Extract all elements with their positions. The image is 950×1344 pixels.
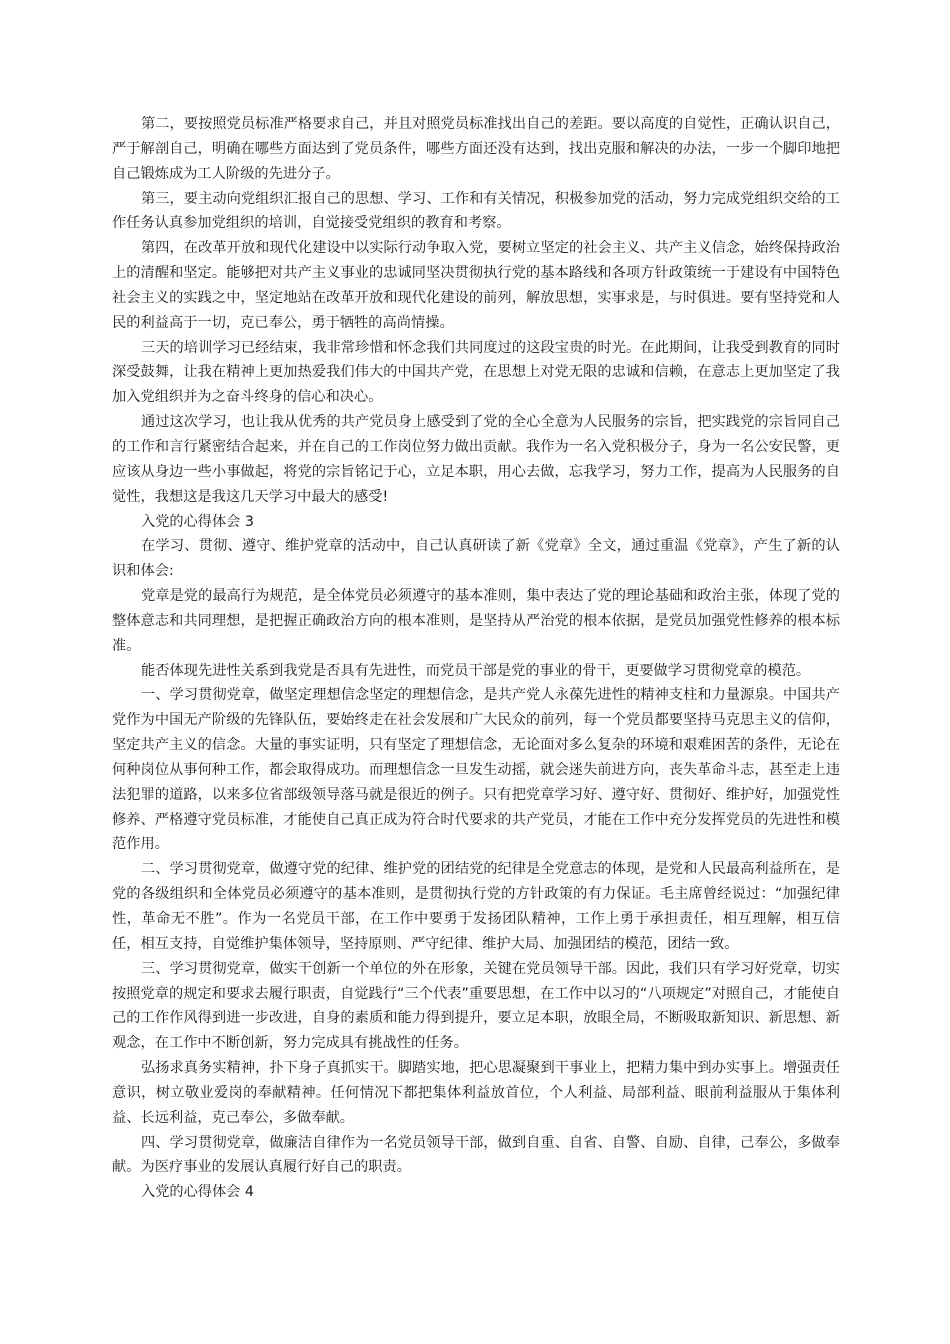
paragraph-1: 第二，要按照党员标准严格要求自己，并且对照党员标准找出自己的差距。要以高度的自觉性，正确认识自己，严于解剖自己，明确在哪些方面达到了党员条件，哪些方面还没有达到，找出克服和解决的办法，一步一个脚印地把自己锻炼成为工人阶级的先进分子。 [112, 116, 840, 182]
paragraph-9: 一、学习贯彻党章，做坚定理想信念坚定的理想信念，是共产党人永葆先进性的精神支柱和力量源泉。中国共产党作为中国无产阶级的先锋队伍，要始终走在社会发展和广大民众的前列，每一个党员都要坚持马克思主义的信仰，坚定共产主义的信念。大量的事实证明，只有坚定了理想信念，无论面对多么复杂的环境和艰难困苦的条件，无论在何种岗位从事何种工作，都会取得成功。而理想信念一旦发生动摇，就会迷失前进方向，丧失革命斗志，甚至走上违法犯罪的道路，以来多位省部级领导落马就是很近的例子。只有把党章学习好、遵守好、贯彻好、维护好，加强党性修养、严格遵守党员标准，才能使自己真正成为符合时代要求的共产党员，才能在工作中充分发挥党员的先进性和模范作用。 [112, 687, 840, 853]
section-heading-3: 入党的心得体会 3 [141, 513, 254, 530]
paragraph-8: 能否体现先进性关系到我党是否具有先进性，而党员干部是党的事业的骨干，更要做学习贯彻党章的模范。 [141, 662, 811, 679]
paragraph-6: 在学习、贯彻、遵守、维护党章的活动中，自己认真研读了新《党章》全文，通过重温《党章》，产生了新的认识和体会: [112, 538, 840, 580]
paragraph-10: 二、学习贯彻党章，做遵守党的纪律、维护党的团结党的纪律是全党意志的体现，是党和人民最高利益所在，是党的各级组织和全体党员必须遵守的基本准则，是贯彻执行党的方针政策的有力保证。毛主席曾经说过：“加强纪律性，革命无不胜”。作为一名党员干部，在工作中要勇于发扬团队精神，工作上勇于承担责任，相互理解，相互信任，相互支持，自觉维护集体领导，坚持原则、严守纪律、维护大局、加强团结的模范，团结一致。 [112, 861, 840, 952]
paragraph-13: 四、学习贯彻党章，做廉洁自律作为一名党员领导干部，做到自重、自省、自警、自励、自律，己奉公，多做奉献。为医疗事业的发展认真履行好自己的职责。 [112, 1134, 840, 1176]
paragraph-2: 第三，要主动向党组织汇报自己的思想、学习、工作和有关情况，积极参加党的活动，努力完成党组织交给的工作任务认真参加党组织的培训，自觉接受党组织的教育和考察。 [112, 190, 840, 232]
paragraph-11: 三、学习贯彻党章，做实干创新一个单位的外在形象，关键在党员领导干部。因此，我们只有学习好党章，切实按照党章的规定和要求去履行职责，自觉践行“三个代表”重要思想，在工作中以习的“八项规定”对照自己，才能使自己的工作作风得到进一步改进，自身的素质和能力得到提升，要立足本职，放眼全局，不断吸取新知识、新思想、新观念，在工作中不断创新，努力完成具有挑战性的任务。 [112, 960, 840, 1052]
document-page [112, 112, 840, 1205]
section-heading-4: 入党的心得体会 4 [141, 1184, 254, 1201]
paragraph-4: 三天的培训学习已经结束，我非常珍惜和怀念我们共同度过的这段宝贵的时光。在此期间，让我受到教育的同时深受鼓舞，让我在精神上更加热爱我们伟大的中国共产党，在思想上对党无限的忠诚和信赖，在意志上更加坚定了我加入党组织并为之奋斗终身的信心和决心。 [112, 339, 840, 406]
paragraph-3: 第四，在改革开放和现代化建设中以实际行动争取入党，要树立坚定的社会主义、共产主义信念，始终保持政治上的清醒和坚定。能够把对共产主义事业的忠诚同坚决贯彻执行党的基本路线和各项方针政策统一于建设有中国特色社会主义的实践之中，坚定地站在改革开放和现代化建设的前列，解放思想，实事求是，与时俱进。要有坚持党和人民的利益高于一切，克已奉公，勇于牺牲的高尚情操。 [112, 240, 840, 331]
paragraph-7: 党章是党的最高行为规范，是全体党员必须遵守的基本准则，集中表达了党的理论基础和政治主张，体现了党的整体意志和共同理想，是把握正确政治方向的根本准则，是坚持从严治党的根本依据，是党员加强党性修养的根本标准。 [112, 588, 840, 654]
paragraph-12: 弘扬求真务实精神，扑下身子真抓实干。脚踏实地，把心思凝聚到干事业上，把精力集中到办实事上。增强责任意识，树立敬业爱岗的奉献精神。任何情况下都把集体利益放首位，个人利益、局部利益、眼前利益服从于集体利益、长远利益，克己奉公，多做奉献。 [112, 1060, 840, 1126]
paragraph-5: 通过这次学习，也让我从优秀的共产党员身上感受到了党的全心全意为人民服务的宗旨，把实践党的宗旨同自己的工作和言行紧密结合起来，并在自己的工作岗位努力做出贡献。我作为一名入党积极分子，身为一名公安民警，更应该从身边一些小事做起，将党的宗旨铭记于心，立足本职，用心去做，忘我学习，努力工作，提高为人民服务的自觉性，我想这是我这几天学习中最大的感受! [112, 414, 840, 505]
